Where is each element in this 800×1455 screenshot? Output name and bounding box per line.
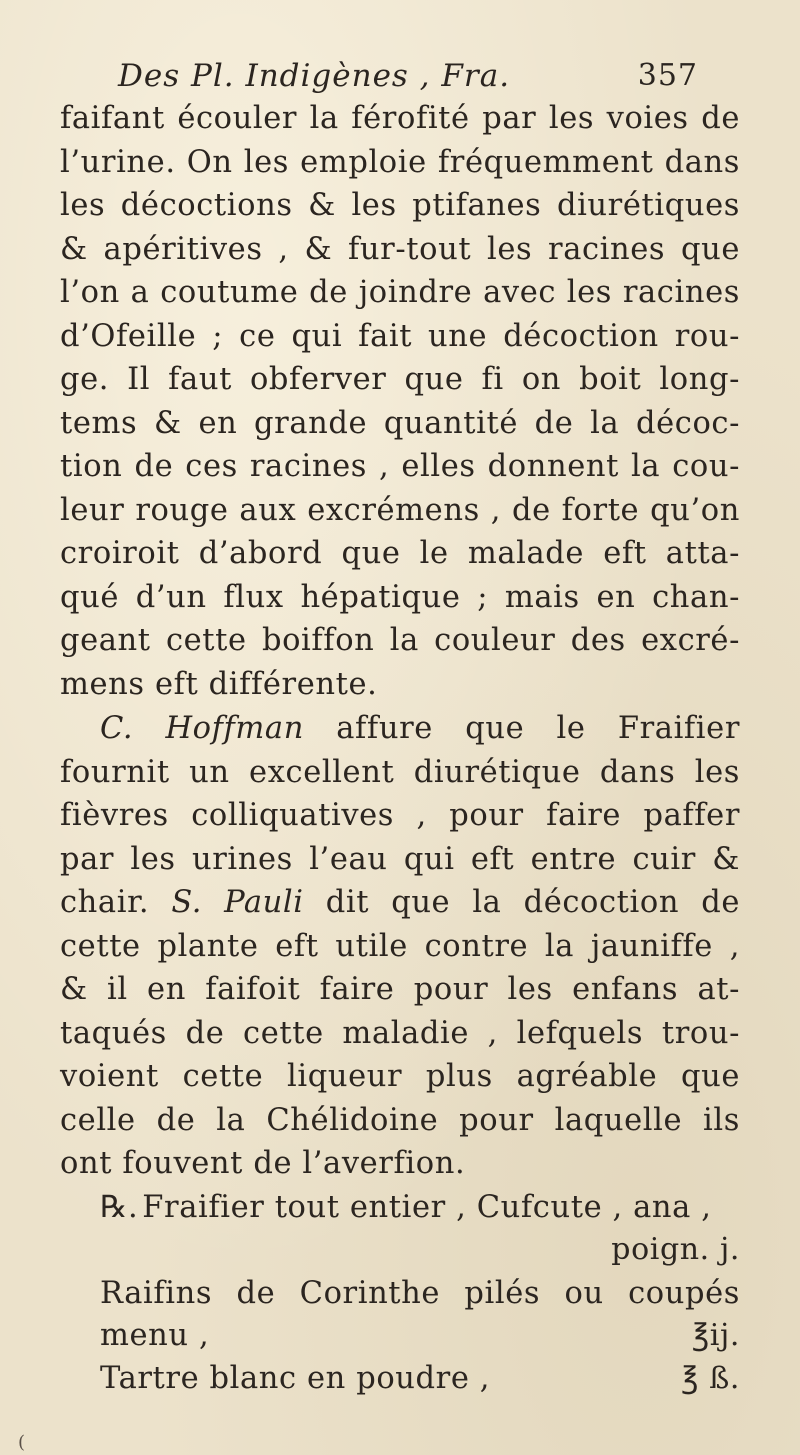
recipe-line: Raifins de Corinthe pilés ou coupés bbox=[100, 1276, 740, 1311]
text-line: mens eft différente. bbox=[60, 667, 378, 702]
recipe-dose-line bbox=[60, 1227, 740, 1273]
recipe-ingredient: Fraifier tout entier , Cufcute , ana , bbox=[142, 1190, 712, 1225]
recipe-ingredient: Tartre blanc en poudre , bbox=[100, 1361, 491, 1396]
text-line: qué d’un flux hépatique ; mais en chan- bbox=[60, 580, 740, 615]
text-line: d’Ofeille ; ce qui fait une décoction rou- bbox=[60, 319, 740, 354]
text-span: affure que le Fraifier bbox=[303, 711, 740, 746]
author-name: S. Pauli bbox=[171, 885, 304, 920]
recipe-ingredient: menu , bbox=[100, 1318, 210, 1353]
margin-mark: ( bbox=[18, 1432, 26, 1453]
recipe-dose: poign. j. bbox=[611, 1232, 740, 1267]
recipe-dose: ℥ ß. bbox=[681, 1361, 740, 1396]
text-line: ont fouvent de l’averfion. bbox=[60, 1146, 466, 1181]
text-line: fournit un excellent diurétique dans les bbox=[60, 755, 740, 790]
running-title: Des Pl. Indigènes , Fra. bbox=[118, 58, 511, 94]
author-name: C. Hoffman bbox=[100, 711, 304, 746]
text-line: par les urines l’eau qui eft entre cuir & bbox=[60, 842, 740, 877]
text-line: croiroit d’abord que le malade eft atta- bbox=[60, 536, 740, 571]
text-line: les décoctions & les ptifanes diurétiques bbox=[60, 188, 740, 223]
recipe-line bbox=[100, 1313, 740, 1359]
text-line bbox=[60, 880, 740, 926]
recipe-line bbox=[100, 1185, 740, 1231]
text-line: faifant écouler la férofité par les voies de bbox=[60, 101, 740, 136]
text-span: dit que la décoction de bbox=[303, 885, 740, 920]
text-line: voient cette liqueur plus agréable que bbox=[60, 1059, 740, 1094]
text-line: l’on a coutume de joindre avec les racines bbox=[60, 275, 740, 310]
text-line: ge. Il faut obferver que fi on boit long- bbox=[60, 362, 740, 397]
text-line: geant cette boiffon la couleur des excré- bbox=[60, 623, 740, 658]
text-line: & apéritives , & fur-tout les racines que bbox=[60, 232, 740, 267]
text-line: tion de ces racines , elles donnent la cou- bbox=[60, 449, 740, 484]
text-line: celle de la Chélidoine pour laquelle ils bbox=[60, 1103, 740, 1138]
rx-symbol: ℞. bbox=[100, 1190, 139, 1225]
text-line: taqués de cette maladie , lefquels trou- bbox=[60, 1016, 740, 1051]
text-line: fièvres colliquatives , pour faire paffer bbox=[60, 798, 740, 833]
text-line: & il en faifoit faire pour les enfans at- bbox=[60, 972, 740, 1007]
text-line bbox=[100, 706, 740, 752]
text-line: cette plante eft utile contre la jauniffe , bbox=[60, 929, 740, 964]
page-header bbox=[118, 58, 698, 98]
recipe-dose: ℥ij. bbox=[691, 1318, 740, 1353]
text-line: tems & en grande quantité de la décoc- bbox=[60, 406, 740, 441]
text-span: chair. bbox=[60, 885, 172, 920]
page-number: 357 bbox=[637, 58, 698, 93]
recipe-line bbox=[100, 1356, 740, 1402]
text-line: leur rouge aux excrémens , de forte qu’on bbox=[60, 493, 740, 528]
text-line: l’urine. On les emploie fréquemment dans bbox=[60, 145, 740, 180]
